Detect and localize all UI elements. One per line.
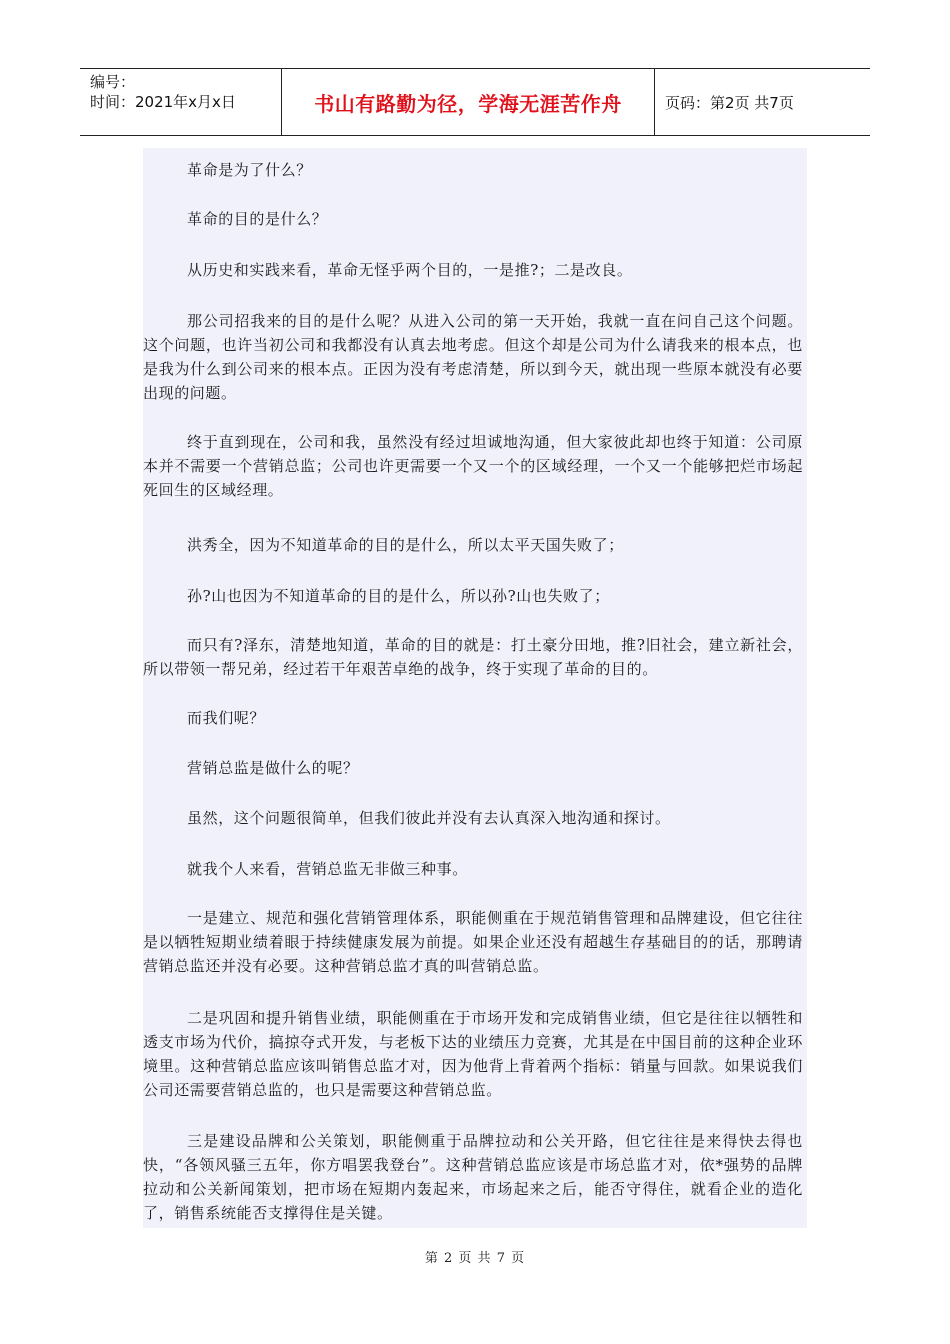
paragraph: 虽然，这个问题很简单，但我们彼此并没有去认真深入地沟通和探讨。 xyxy=(187,809,671,827)
paragraph: 终于直到现在，公司和我，虽然没有经过坦诚地沟通，但大家彼此却也终于知道：公司原本并不需要一个营销总监；公司也许更需要一个又一个的区域经理，一个又一个能够把烂市场起死回生的区域经理。 xyxy=(143,433,803,499)
paragraph: 一是建立、规范和强化营销管理体系，职能侧重在于规范销售管理和品牌建设，但它往往是以牺牲短期业绩着眼于持续健康发展为前提。如果企业还没有超越生存基础目的的话，那聘请营销总监还并没有必要。这种营销总监才真的叫营销总监。 xyxy=(143,909,803,975)
time-label: 时间：2021年x月x日 xyxy=(90,93,236,111)
paragraph: 而只有?泽东，清楚地知道，革命的目的就是：打土豪分田地，推?旧社会，建立新社会，所以带领一帮兄弟，经过若干年艰苦卓绝的战争，终于实现了革命的目的。 xyxy=(143,636,803,678)
header-table xyxy=(80,68,870,136)
paragraph: 革命的目的是什么？ xyxy=(187,210,328,228)
paragraph: 就我个人来看，营销总监无非做三种事。 xyxy=(187,860,468,878)
paragraph: 革命是为了什么？ xyxy=(187,161,312,179)
page-footer: 第 2 页 共 7 页 xyxy=(424,1251,526,1266)
header-meta-cell xyxy=(80,69,282,135)
number-label: 编号： xyxy=(90,73,136,91)
paragraph: 洪秀全，因为不知道革命的目的是什么，所以太平天国失败了； xyxy=(187,536,624,554)
paragraph: 三是建设品牌和公关策划，职能侧重于品牌拉动和公关开路，但它往往是来得快去得也快，“各领风骚三五年，你方唱罢我登台”。这种营销总监应该是市场总监才对，依*强势的品牌拉动和公关新闻策划，把市场在短期内轰起来，市场起来之后，能否守得住，就看企业的造化了，销售系统能否支撑得住是关键。 xyxy=(143,1132,803,1222)
paragraph: 而我们呢？ xyxy=(187,709,266,727)
paragraph: 二是巩固和提升销售业绩，职能侧重在于市场开发和完成销售业绩，但它是往往以牺牲和透支市场为代价，搞掠夺式开发，与老板下达的业绩压力竞赛，尤其是在中国目前的这种企业环境里。这种营销总监应该叫销售总监才对，因为他背上背着两个指标：销量与回款。如果说我们公司还需要营销总监的，也只是需要这种营销总监。 xyxy=(143,1009,803,1099)
header-motto: 书山有路勤为径，学海无涯苦作舟 xyxy=(282,69,655,135)
paragraph: 从历史和实践来看，革命无怪乎两个目的，一是推?；二是改良。 xyxy=(187,261,633,279)
paragraph: 孙?山也因为不知道革命的目的是什么，所以孙?山也失败了； xyxy=(187,587,610,605)
header-page-info: 页码：第2页 共7页 xyxy=(665,93,794,112)
paragraph: 营销总监是做什么的呢？ xyxy=(187,759,359,777)
paragraph: 那公司招我来的目的是什么呢？从进入公司的第一天开始，我就一直在问自己这个问题。这个问题，也许当初公司和我都没有认真去地考虑。但这个却是公司为什么请我来的根本点，也是我为什么到公司来的根本点。正因为没有考虑清楚，所以到今天，就出现一些原本就没有必要出现的问题。 xyxy=(143,312,803,402)
body-text-block xyxy=(143,148,807,1228)
